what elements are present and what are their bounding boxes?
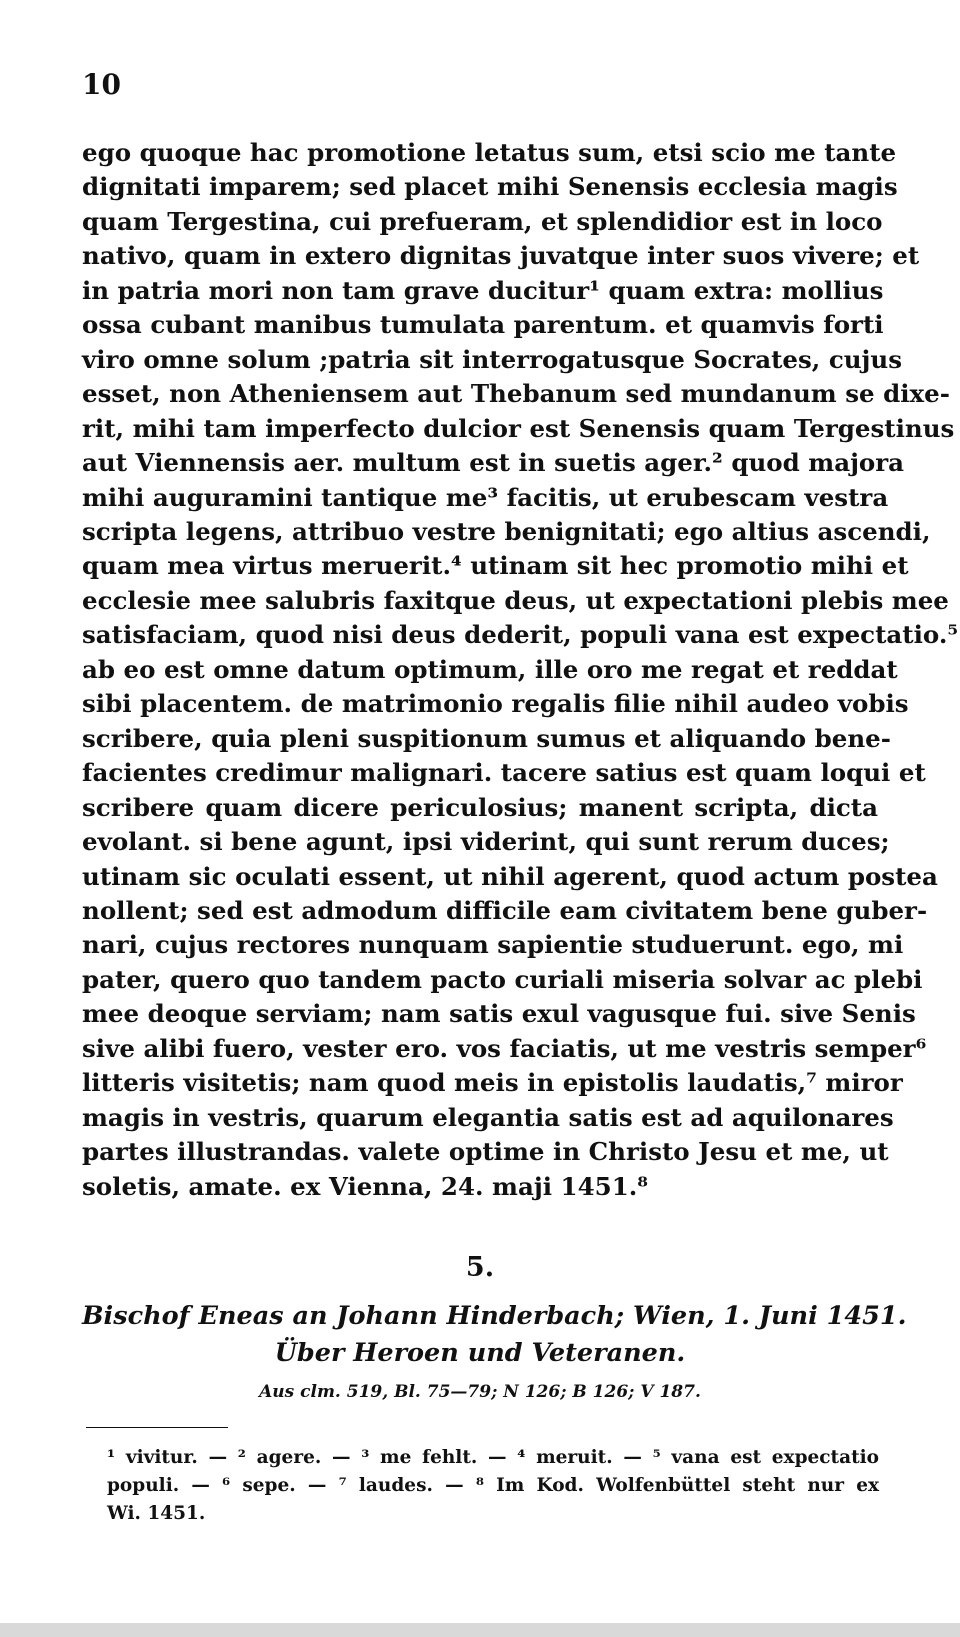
body-line: magis in vestris, quarum elegantia satis est ad aquilonares (82, 1102, 894, 1132)
body-line: nativo, quam in extero dignitas juvatque inter suos vivere; et (82, 241, 920, 271)
body-line: ego quoque hac promotione letatus sum, etsi scio me tante (82, 138, 897, 167)
letter-heading: Bischof Eneas an Johann Hinderbach; Wien, 1. Juni 1451. (82, 1301, 907, 1331)
body-line: in patria mori non tam grave ducitur¹ quam extra: mollius (82, 275, 884, 305)
body-line: esset, non Atheniensem aut Thebanum sed mundanum se dixe- (82, 379, 950, 409)
body-line: utinam sic oculati essent, ut nihil agerent, quod actum postea (82, 861, 938, 891)
footnotes (107, 1444, 879, 1528)
body-line: dignitati imparem; sed placet mihi Senensis ecclesia magis (82, 172, 898, 202)
body-line: pater, quero quo tandem pacto curiali miseria solvar ac plebi (82, 964, 923, 994)
body-line: mee deoque serviam; nam satis exul vagusque fui. sive Senis (82, 999, 916, 1029)
body-line: aut Viennensis aer. multum est in suetis ager.² quod majora (82, 448, 905, 478)
footnote-line: ¹ vivitur. — ² agere. — ³ me fehlt. — ⁴ meruit. — ⁵ vana est expectatio (107, 1447, 879, 1468)
footnote-line: Wi. 1451. (107, 1503, 206, 1524)
body-line: nari, cujus rectores nunquam sapientie studuerunt. ego, mi (82, 930, 904, 960)
letter-subheading: Über Heroen und Veteranen. (274, 1338, 686, 1368)
body-line: evolant. si bene agunt, ipsi viderint, qui sunt rerum duces; (82, 827, 890, 857)
body-line: quam Tergestina, cui prefueram, et splendidior est in loco (82, 206, 883, 236)
body-line: soletis, amate. ex Vienna, 24. maji 1451.⁸ (82, 1171, 649, 1201)
letter-number: 5. (465, 1252, 495, 1283)
body-line: ecclesie mee salubris faxitque deus, ut expectationi plebis mee (82, 585, 949, 615)
body-line: sibi placentem. de matrimonio regalis filie nihil audeo vobis (82, 689, 909, 719)
body-line: mihi auguramini tantique me³ facitis, ut erubescam vestra (82, 482, 889, 512)
scan-bottom-band (0, 1623, 960, 1637)
body-line: ossa cubant manibus tumulata parentum. et quamvis forti (82, 310, 884, 340)
body-line: ab eo est omne datum optimum, ille oro me regat et reddat (82, 654, 898, 684)
body-line: viro omne solum ;patria sit interrogatusque Socrates, cujus (82, 344, 903, 374)
body-line: sive alibi fuero, vester ero. vos faciatis, ut me vestris semper⁶ (82, 1033, 927, 1063)
body-line: nollent; sed est admodum difficile eam civitatem bene guber- (82, 895, 928, 925)
body-line: facientes credimur malignari. tacere satius est quam loqui et (82, 758, 926, 788)
footnote-line: populi. — ⁶ sepe. — ⁷ laudes. — ⁸ Im Kod. Wolfenbüttel steht nur ex (107, 1475, 879, 1496)
body-line: scribere, quia pleni suspitionum sumus et aliquando bene- (82, 723, 891, 753)
page-number: 10 (82, 68, 121, 101)
body-line: partes illustrandas. valete optime in Christo Jesu et me, ut (82, 1137, 889, 1167)
body-line: litteris visitetis; nam quod meis in epistolis laudatis,⁷ miror (82, 1068, 903, 1098)
letter-body-text (82, 136, 959, 1204)
footnote-divider (86, 1427, 228, 1428)
body-line: quam mea virtus meruerit.⁴ utinam sit hec promotio mihi et (82, 551, 909, 581)
body-line: scripta legens, attribuo vestre benignitati; ego altius ascendi, (82, 516, 931, 546)
body-line: rit, mihi tam imperfecto dulcior est Senensis quam Tergestinus (82, 413, 955, 443)
source-reference: Aus clm. 519, Bl. 75—79; N 126; B 126; V 187. (259, 1382, 701, 1402)
body-line: satisfaciam, quod nisi deus dederit, populi vana est expectatio.⁵ (82, 620, 959, 650)
body-line: scribere quam dicere periculosius; manent scripta, dicta (82, 792, 878, 822)
